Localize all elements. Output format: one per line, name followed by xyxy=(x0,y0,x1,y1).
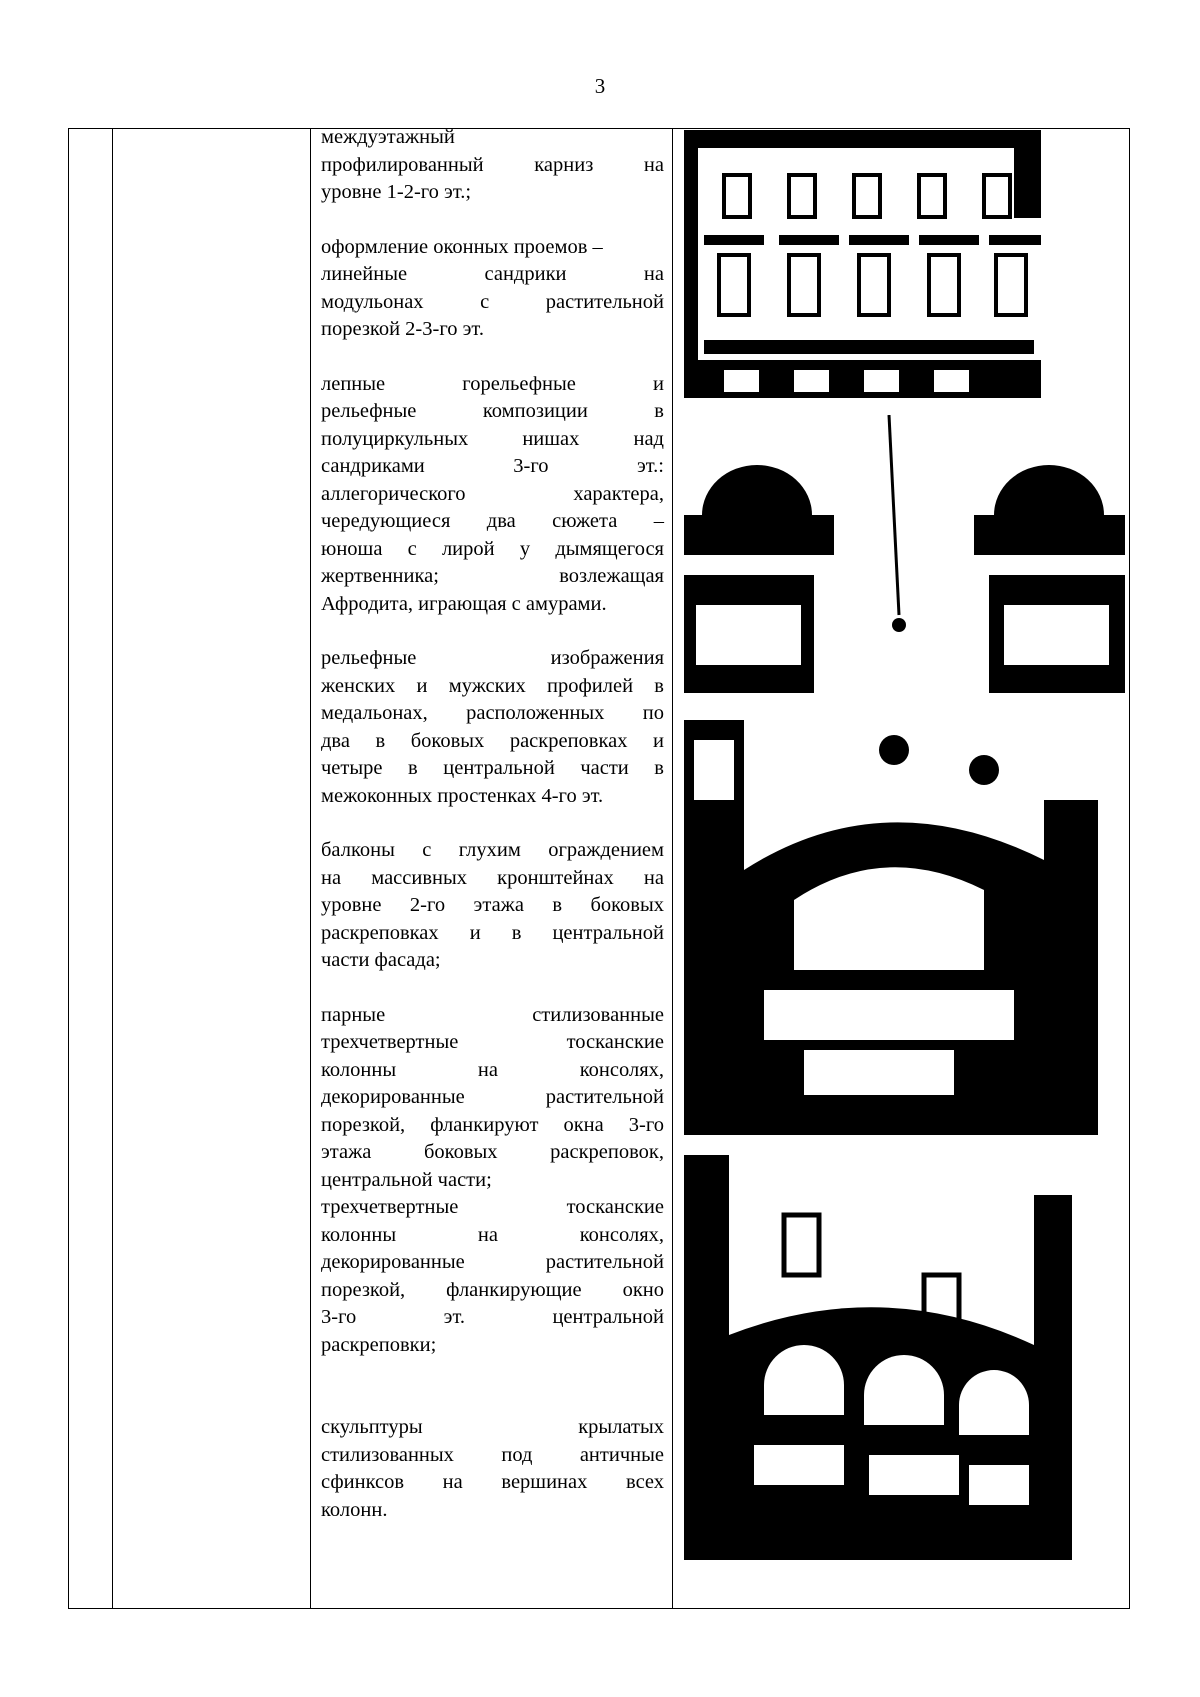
text-line: колонны на консолях, xyxy=(321,1058,664,1081)
text-line: трехчетвертные тосканские xyxy=(321,1196,664,1218)
text-line: этажа боковых раскреповок, xyxy=(321,1141,664,1163)
text-line: Афродита, играющая с амурами. xyxy=(321,592,607,615)
paragraph-medallions xyxy=(321,645,664,810)
paragraph-window-frames xyxy=(321,234,664,344)
column-divider xyxy=(672,129,673,1608)
medallions-balconies-photo xyxy=(684,720,1098,1135)
text-line: порезкой, фланкируют окна 3-го xyxy=(321,1113,664,1136)
text-line: порезкой, фланкирующие окно xyxy=(321,1278,664,1301)
text-line: декорированные растительной xyxy=(321,1251,664,1273)
text-line: 3-го эт. центральной xyxy=(321,1306,664,1328)
text-line: модульонах с растительной xyxy=(321,290,664,313)
column-divider xyxy=(112,129,113,1608)
text-line: колонн. xyxy=(321,1498,388,1521)
text-line: сандриками 3-го эт.: xyxy=(321,455,664,477)
text-line: два в боковых раскреповках и xyxy=(321,729,664,752)
text-line: лепные горельефные и xyxy=(321,372,664,395)
relief-niches-photo xyxy=(684,415,1125,693)
text-line: рельефные изображения xyxy=(321,647,664,669)
text-line: оформление оконных проемов – xyxy=(321,235,603,258)
text-line: жертвенника; возлежащая xyxy=(321,565,664,587)
text-line: профилированный карниз на xyxy=(321,153,664,176)
text-line: сфинксов на вершинах всех xyxy=(321,1471,664,1493)
text-line: части фасада; xyxy=(321,949,441,971)
text-line: уровне 2-го этажа в боковых xyxy=(321,894,664,916)
text-line: чередующиеся два сюжета – xyxy=(321,510,664,532)
column-divider xyxy=(310,129,311,1608)
page-number: 3 xyxy=(594,74,606,98)
text-line: трехчетвертные тосканские xyxy=(321,1031,664,1053)
text-line: колонны на консолях, xyxy=(321,1223,664,1246)
text-line: аллегорического характера, xyxy=(321,482,664,505)
text-line: центральной части; xyxy=(321,1168,492,1191)
text-line: женских и мужских профилей в xyxy=(321,674,664,697)
text-line: четыре в центральной части в xyxy=(321,757,664,779)
text-line: декорированные растительной xyxy=(321,1086,664,1108)
text-line: междуэтажный xyxy=(321,126,455,148)
text-line: на массивных кронштейнах на xyxy=(321,866,664,889)
text-line: раскреповки; xyxy=(321,1333,437,1356)
description-cell xyxy=(321,126,664,1524)
paragraph-balconies xyxy=(321,837,664,975)
text-line: стилизованных под античные xyxy=(321,1443,664,1466)
text-line: парные стилизованные xyxy=(321,1003,664,1026)
paragraph-sphinxes xyxy=(321,1414,664,1524)
text-line: балконы с глухим ограждением xyxy=(321,839,664,861)
paragraph-reliefs xyxy=(321,371,664,619)
text-line: межоконных простенках 4-го эт. xyxy=(321,784,604,807)
paragraph-columns xyxy=(321,1002,664,1360)
columns-balconies-photo xyxy=(684,1155,1072,1560)
text-line: скульптуры крылатых xyxy=(321,1416,664,1438)
text-line: полуциркульных нишах над xyxy=(321,427,664,450)
facade-windows-photo xyxy=(684,130,1041,398)
text-line: юноша с лирой у дымящегося xyxy=(321,537,664,560)
text-line: уровне 1-2-го эт.; xyxy=(321,181,472,203)
text-line: раскреповках и в центральной xyxy=(321,921,664,944)
text-line: медальонах, расположенных по xyxy=(321,702,664,724)
text-line: рельефные композиции в xyxy=(321,400,664,422)
text-line: линейные сандрики на xyxy=(321,263,664,285)
paragraph-cornice xyxy=(321,124,664,207)
text-line: порезкой 2-3-го эт. xyxy=(321,318,484,340)
